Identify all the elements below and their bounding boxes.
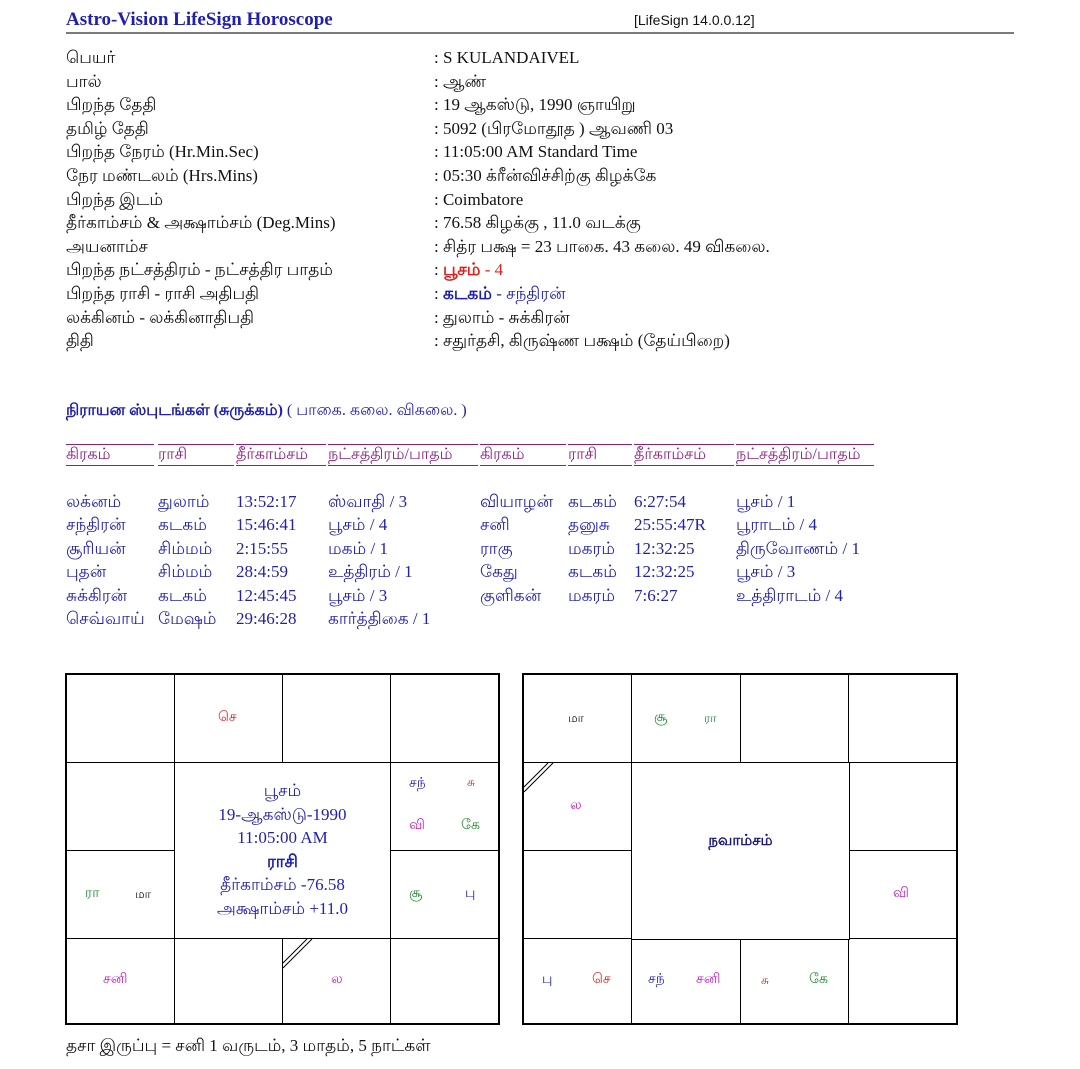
center-date: 19-ஆகஸ்டு-1990 xyxy=(218,804,347,824)
planet-rahu: ரா xyxy=(704,711,717,725)
detail-row-ayanamsa xyxy=(66,235,926,259)
house-kataka xyxy=(391,763,498,851)
planet-positions-heading xyxy=(66,401,467,421)
house-kanya xyxy=(391,939,498,1023)
center-longitude: தீர்காம்சம் -76.58 xyxy=(220,875,345,894)
navamsa-center xyxy=(632,763,850,940)
house-rishabha xyxy=(283,675,391,763)
table-row: புதன் சிம்மம் 28:4:59 உத்திரம் / 1 கேது கடகம் 12:32:25 பூசம் / 3 xyxy=(66,562,796,582)
detail-row-lagna xyxy=(66,306,926,330)
column-header-longitude-2: தீர்காம்சம் xyxy=(634,444,734,466)
house-kumbha xyxy=(524,763,632,851)
report-title: Astro-Vision LifeSign Horoscope xyxy=(66,9,333,30)
detail-row-birth-time xyxy=(66,140,926,164)
detail-label: அயனாம்ச xyxy=(66,236,148,256)
detail-label: பிறந்த ராசி - ராசி அதிபதி xyxy=(66,283,260,303)
detail-label: திதி xyxy=(66,331,94,351)
center-nakshatra: பூசம் xyxy=(263,781,302,800)
planet-sun: சூ xyxy=(409,885,423,901)
table-row: லக்னம் துலாம் 13:52:17 ஸ்வாதி / 3 வியாழன் கடகம் 6:27:54 பூசம் / 1 xyxy=(66,492,796,511)
lagna-marker-icon xyxy=(283,939,313,969)
house-dhanus xyxy=(741,939,849,1023)
center-latitude: அக்ஷாம்சம் +11.0 xyxy=(216,898,349,918)
planet-venus: சு xyxy=(467,775,475,789)
column-header-rasi: ராசி xyxy=(158,444,234,466)
column-header-longitude: தீர்காம்சம் xyxy=(236,444,326,466)
detail-label: பிறந்த நேரம் (Hr.Min.Sec) xyxy=(66,142,259,162)
column-header-nakshatra-2: நட்சத்திரம்/பாதம் xyxy=(736,444,874,466)
column-header-rasi-2: ராசி xyxy=(568,444,632,466)
rasi-chart xyxy=(65,673,500,1025)
detail-value: : சித்ர பக்ஷ = 23 பாகை. 43 கலை. 49 விகலை. xyxy=(434,236,770,256)
house-tula xyxy=(524,939,632,1023)
house-dhanus xyxy=(67,939,175,1023)
column-header-planet-2: கிரகம் xyxy=(480,444,566,466)
software-version: [LifeSign 14.0.0.12] xyxy=(634,12,755,28)
center-chart-name: ராசி xyxy=(267,851,298,871)
planet-jupiter: வி xyxy=(893,885,909,901)
detail-row-tamil-date xyxy=(66,117,926,141)
planet-moon: சந் xyxy=(648,971,665,987)
planet-jupiter: வி xyxy=(409,817,425,833)
planet-mandi: மா xyxy=(568,711,584,725)
detail-value: : சதுர்தசி, கிருஷ்ண பக்ஷம் (தேய்பிறை) xyxy=(434,331,730,351)
house-kataka xyxy=(849,675,956,763)
detail-value: : Coimbatore xyxy=(434,189,524,209)
planet-mandi: மா xyxy=(135,887,151,901)
planet-table xyxy=(66,490,886,630)
planet-ketu: கே xyxy=(461,817,480,833)
house-mesha xyxy=(524,675,632,763)
detail-row-birth-place xyxy=(66,188,926,212)
detail-label: பிறந்த இடம் xyxy=(66,189,164,209)
birth-details xyxy=(66,46,926,353)
planet-moon: சந் xyxy=(409,775,426,791)
detail-row-name xyxy=(66,46,926,70)
detail-row-nakshatra xyxy=(66,258,926,282)
rasi-name: கடகம் xyxy=(442,283,492,303)
detail-value: : 76.58 கிழக்கு , 11.0 வடக்கு xyxy=(434,213,641,233)
planet-lagna: ல xyxy=(331,971,343,987)
detail-value: : 19 ஆகஸ்டு, 1990 ஞாயிறு xyxy=(434,95,636,115)
detail-row-time-zone xyxy=(66,164,926,188)
house-meena xyxy=(67,675,175,763)
house-vrischika xyxy=(175,939,283,1023)
detail-label: தமிழ் தேதி xyxy=(66,118,149,138)
planet-mercury: பு xyxy=(465,885,476,901)
detail-row-birth-date xyxy=(66,93,926,117)
house-mithuna xyxy=(391,675,498,763)
detail-row-tithi xyxy=(66,329,926,353)
section-subheading: ( பாகை. கலை. விகலை. ) xyxy=(282,402,467,419)
planet-mercury: பு xyxy=(542,971,553,987)
detail-value: : கடகம் - சந்திரன் xyxy=(434,283,566,303)
rasi-lord: - சந்திரன் xyxy=(491,283,566,303)
detail-row-gender xyxy=(66,70,926,94)
nakshatra-name: பூசம் xyxy=(442,260,481,280)
house-simha xyxy=(391,851,498,939)
house-mithuna xyxy=(741,675,849,763)
navamsa-chart xyxy=(522,673,958,1025)
house-kumbha xyxy=(67,763,175,851)
section-heading: நிராயன ஸ்புடங்கள் (சுருக்கம்) xyxy=(66,402,283,419)
rasi-center-info xyxy=(175,763,391,939)
planet-saturn: சனி xyxy=(696,971,721,987)
planet-ketu: கே xyxy=(809,971,828,987)
detail-value: : துலாம் - சுக்கிரன் xyxy=(434,307,570,327)
detail-label: லக்கினம் - லக்கினாதிபதி xyxy=(66,307,255,327)
center-time: 11:05:00 AM xyxy=(237,828,328,847)
detail-value: : 11:05:00 AM Standard Time xyxy=(434,142,638,162)
detail-value: : 05:30 க்ரீன்விச்சிற்கு கிழக்கே xyxy=(434,165,657,185)
detail-row-coordinates xyxy=(66,211,926,235)
detail-row-rasi xyxy=(66,282,926,306)
house-kanya xyxy=(849,851,956,939)
detail-label: தீர்காம்சம் & அக்ஷாம்சம் (Deg.Mins) xyxy=(66,213,336,233)
detail-label: பிறந்த தேதி xyxy=(66,95,157,115)
nakshatra-pada: - 4 xyxy=(480,260,504,280)
column-header-nakshatra: நட்சத்திரம்/பாதம் xyxy=(328,444,478,466)
column-header-planet: கிரகம் xyxy=(66,444,154,466)
detail-value: : ஆண் xyxy=(434,71,487,91)
house-makara xyxy=(524,851,632,939)
planet-rahu: ரா xyxy=(85,885,100,901)
navamsa-title: நவாம்சம் xyxy=(708,831,773,849)
planet-mars: செ xyxy=(218,709,237,725)
table-row: சுக்கிரன் கடகம் 12:45:45 பூசம் / 3 குளிகன் மகரம் 7:6:27 உத்திராடம் / 4 xyxy=(66,585,844,605)
house-corner xyxy=(849,939,956,1023)
planet-sun: சூ xyxy=(654,709,668,725)
detail-label: நேர மண்டலம் (Hrs.Mins) xyxy=(66,165,258,185)
planet-table-header xyxy=(66,444,874,466)
house-tula xyxy=(283,939,391,1023)
planet-venus: சு xyxy=(761,973,769,987)
detail-value: : S KULANDAIVEL xyxy=(434,48,580,67)
house-vrischika xyxy=(632,939,741,1023)
detail-value: : 5092 (பிரமோதூத ) ஆவணி 03 xyxy=(434,118,674,138)
house-rishabha xyxy=(632,675,741,763)
table-row: செவ்வாய் மேஷம் 29:46:28 கார்த்திகை / 1 xyxy=(66,608,431,628)
detail-value: : பூசம் - 4 xyxy=(434,260,504,280)
lagna-marker-icon xyxy=(524,763,554,793)
detail-label: பால் xyxy=(66,71,102,91)
house-mesha xyxy=(175,675,283,763)
dasha-balance: தசா இருப்பு = சனி 1 வருடம், 3 மாதம், 5 நாட்கள் xyxy=(66,1036,431,1055)
report-header xyxy=(66,8,1014,34)
detail-label: பெயர் xyxy=(66,48,116,67)
detail-label: பிறந்த நட்சத்திரம் - நட்சத்திர பாதம் xyxy=(66,260,333,280)
planet-mars: செ xyxy=(592,971,611,987)
table-row: சூரியன் சிம்மம் 2:15:55 மகம் / 1 ராகு மகரம் 12:32:25 திருவோணம் / 1 xyxy=(66,538,860,558)
house-makara xyxy=(67,851,175,939)
house-simha xyxy=(849,763,956,851)
planet-saturn: சனி xyxy=(103,971,128,987)
table-row: சந்திரன் கடகம் 15:46:41 பூசம் / 4 சனி தனுசு 25:55:47R பூராடம் / 4 xyxy=(66,515,817,535)
planet-lagna: ல xyxy=(570,797,582,813)
